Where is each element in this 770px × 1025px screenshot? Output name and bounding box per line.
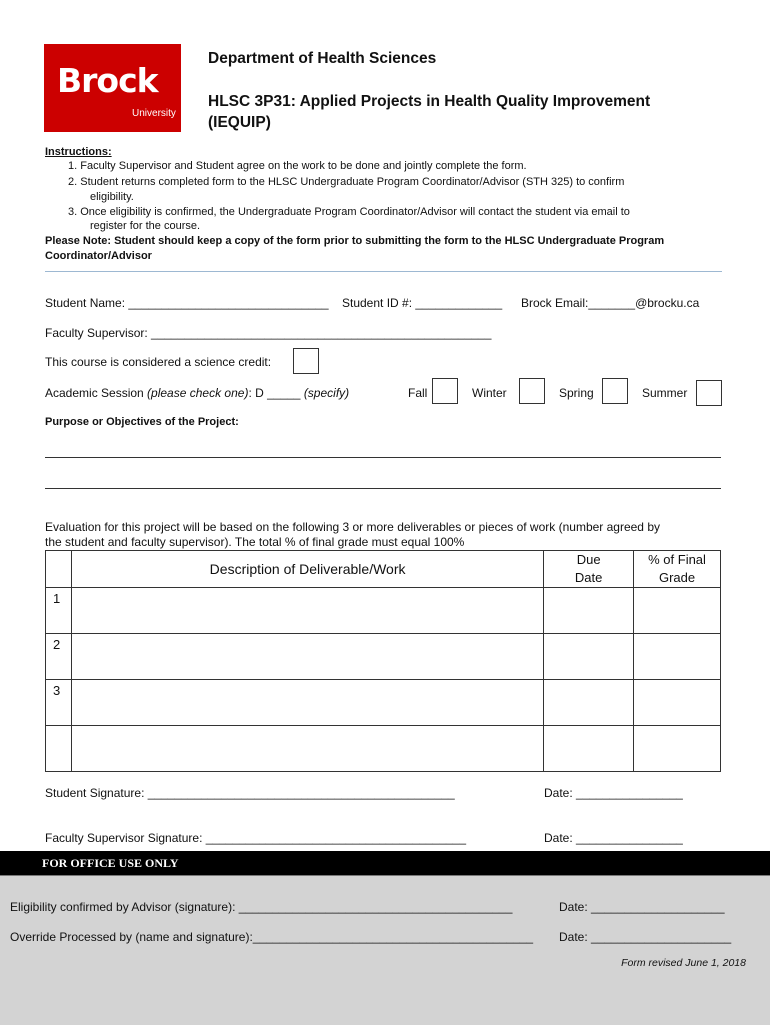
session-d-field[interactable]: : D _____ <box>248 386 304 400</box>
faculty-supervisor-field[interactable]: Faculty Supervisor: ___________________________________________________ <box>45 326 492 340</box>
table-row <box>46 726 721 772</box>
office-use-header <box>0 851 770 875</box>
fall-checkbox[interactable] <box>432 378 458 404</box>
description-cell[interactable] <box>71 588 543 634</box>
row-number: 2 <box>46 634 72 680</box>
instruction-item-2-cont: eligibility. <box>90 191 134 203</box>
table-row <box>46 680 721 726</box>
deliverables-table <box>45 550 721 772</box>
description-cell[interactable] <box>71 634 543 680</box>
faculty-signature-field[interactable]: Faculty Supervisor Signature: _______________________________________ <box>45 831 467 845</box>
evaluation-line2: the student and faculty supervisor). The total % of final grade must equal 100% <box>45 535 465 549</box>
instruction-item-3: 3. Once eligibility is confirmed, the Undergraduate Program Coordinator/Advisor will contact the student via email to <box>68 206 630 218</box>
logo-subtitle: University <box>132 108 176 119</box>
winter-label: Winter <box>472 386 507 400</box>
eligibility-date-field[interactable]: Date: ____________________ <box>559 900 725 914</box>
grade-cell[interactable] <box>634 680 721 726</box>
spring-checkbox[interactable] <box>602 378 628 404</box>
evaluation-line1: Evaluation for this project will be based on the following 3 or more deliverables or pieces of work (number agreed by <box>45 520 660 534</box>
instruction-item-2: 2. Student returns completed form to the HLSC Undergraduate Program Coordinator/Advisor (STH 325) to confirm <box>68 176 625 188</box>
course-title-line2: (IEQUIP) <box>208 114 271 131</box>
due-date-cell[interactable] <box>544 680 634 726</box>
brock-email-field[interactable]: Brock Email:_______@brocku.ca <box>521 296 700 310</box>
description-cell[interactable] <box>71 726 543 772</box>
student-date-field[interactable]: Date: ________________ <box>544 786 683 800</box>
student-name-field[interactable]: Student Name: ______________________________ <box>45 296 329 310</box>
grade-cell[interactable] <box>634 726 721 772</box>
purpose-line-1[interactable] <box>45 457 721 458</box>
academic-session-label: Academic Session (please check one): D _____ (specify) <box>45 386 350 400</box>
spring-label: Spring <box>559 386 594 400</box>
instruction-item-3-cont: register for the course. <box>90 220 201 232</box>
logo-wordmark: Brock <box>57 61 158 100</box>
description-header: Description of Deliverable/Work <box>71 551 543 588</box>
note-line2: Coordinator/Advisor <box>45 250 152 262</box>
summer-checkbox[interactable] <box>696 380 722 406</box>
table-header-row <box>46 551 721 588</box>
faculty-date-field[interactable]: Date: ________________ <box>544 831 683 845</box>
office-use-title: FOR OFFICE USE ONLY <box>42 856 179 870</box>
row-number: 1 <box>46 588 72 634</box>
note-line1: Please Note: Student should keep a copy of the form prior to submitting the form to the HLSC Undergraduate Program <box>45 235 665 247</box>
grade-cell[interactable] <box>634 634 721 680</box>
table-row <box>46 588 721 634</box>
eligibility-signature-field[interactable]: Eligibility confirmed by Advisor (signature): _________________________________________ <box>10 900 513 914</box>
purpose-line-2[interactable] <box>45 488 721 489</box>
instruction-item-1: 1. Faculty Supervisor and Student agree on the work to be done and jointly complete the form. <box>68 160 527 172</box>
grade-header: % of Final Grade <box>634 551 721 588</box>
form-revised-note: Form revised June 1, 2018 <box>621 957 746 969</box>
due-date-cell[interactable] <box>544 726 634 772</box>
row-number <box>46 726 72 772</box>
row-number: 3 <box>46 680 72 726</box>
override-signature-field[interactable]: Override Processed by (name and signature):__________________________________________ <box>10 930 534 944</box>
student-signature-field[interactable]: Student Signature: ______________________________________________ <box>45 786 455 800</box>
due-date-cell[interactable] <box>544 634 634 680</box>
due-date-header: Due Date <box>544 551 634 588</box>
summer-label: Summer <box>642 386 688 400</box>
grade-cell[interactable] <box>634 588 721 634</box>
due-date-cell[interactable] <box>544 588 634 634</box>
science-credit-checkbox[interactable] <box>293 348 319 374</box>
department-title: Department of Health Sciences <box>208 50 437 67</box>
table-row <box>46 634 721 680</box>
fall-label: Fall <box>408 386 428 400</box>
course-title-line1: HLSC 3P31: Applied Projects in Health Quality Improvement <box>208 93 651 110</box>
purpose-label: Purpose or Objectives of the Project: <box>45 416 239 428</box>
office-use-section <box>0 875 770 1025</box>
winter-checkbox[interactable] <box>519 378 545 404</box>
science-credit-label: This course is considered a science credit: <box>45 355 272 369</box>
description-cell[interactable] <box>71 680 543 726</box>
row-number-header <box>46 551 72 588</box>
section-divider <box>45 271 722 272</box>
student-id-field[interactable]: Student ID #: _____________ <box>342 296 503 310</box>
override-date-field[interactable]: Date: _____________________ <box>559 930 732 944</box>
instructions-heading: Instructions: <box>45 146 112 158</box>
brock-university-logo <box>44 44 181 132</box>
